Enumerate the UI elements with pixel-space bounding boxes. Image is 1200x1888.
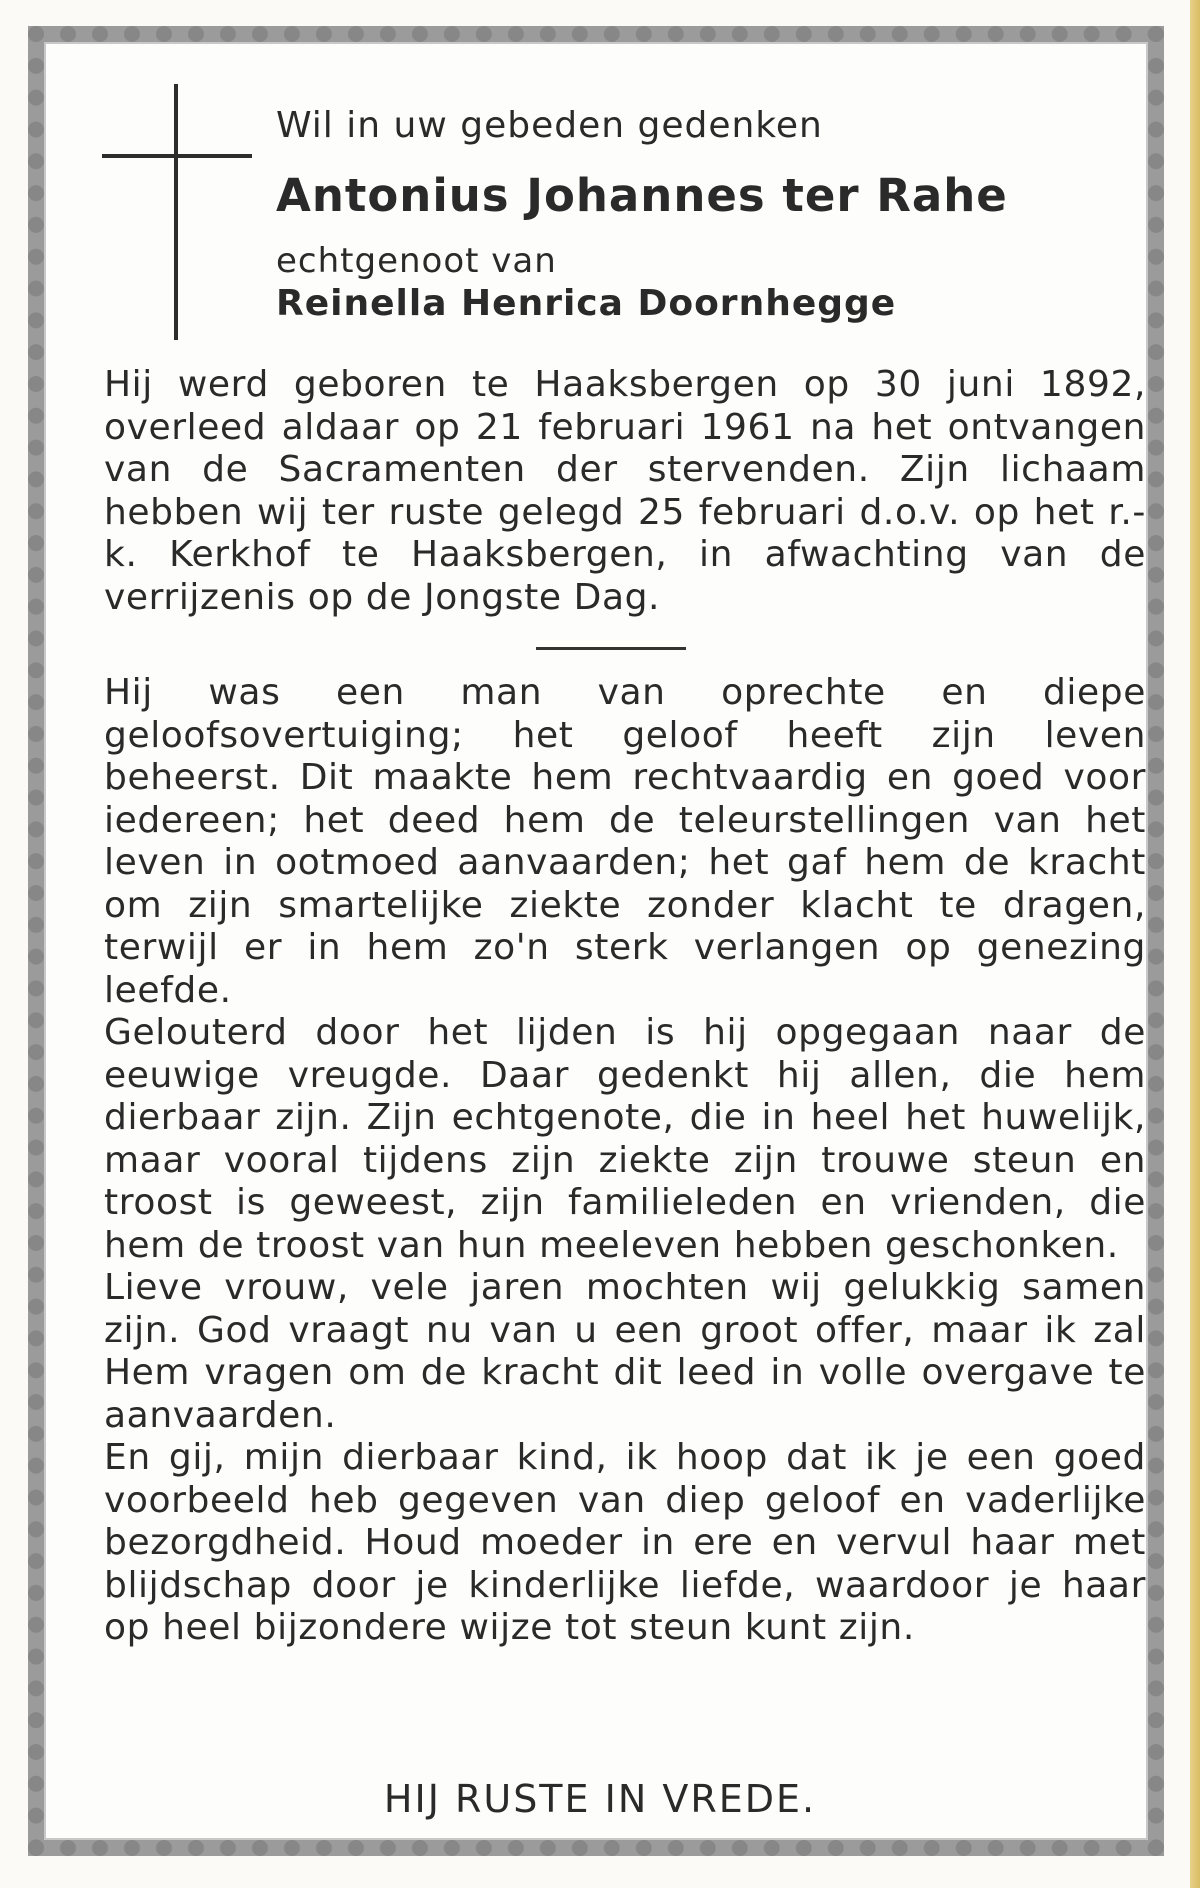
cross-icon-bar	[102, 154, 252, 158]
deceased-name: Antonius Johannes ter Rahe	[276, 169, 1008, 222]
tribute-section	[104, 672, 1146, 1650]
spouse-label: echtgenoot van	[276, 241, 557, 281]
tribute-paragraph-4: En gij, mijn dierbaar kind, ik hoop dat ik je een goed voorbeeld heb gegeven van diep geloof en vaderlijke bezorgdheid. Houd moeder in ere en vervul haar met blijdschap door je kinderlijke liefde, waardoor je haar op heel bijzondere wijze tot steun kunt zijn.	[104, 1437, 1146, 1648]
tribute-paragraph-3: Lieve vrouw, vele jaren mochten wij gelukkig samen zijn. God vraagt nu van u een groot offer, maar ik zal Hem vragen om de kracht dit leed in volle overgave te aanvaarden.	[104, 1267, 1146, 1436]
biography-section	[104, 364, 1146, 619]
section-divider	[536, 647, 686, 650]
intro-text: Wil in uw gebeden gedenken	[276, 105, 823, 146]
spouse-name: Reinella Henrica Doornhegge	[276, 283, 897, 324]
tribute-paragraph-2: Gelouterd door het lijden is hij opgegaan naar de eeuwige vreugde. Daar gedenkt hij allen, die hem dierbaar zijn. Zijn echtgenote, die in heel het huwelijk, maar vooral tijdens zijn ziekte zijn trouwe steun en troost is geweest, zijn familieleden en vrienden, die hem de troost van hun meeleven hebben geschonken.	[104, 1012, 1146, 1266]
closing-line: HIJ RUSTE IN VREDE.	[383, 1777, 817, 1821]
tribute-paragraph-1: Hij was een man van oprechte en diepe geloofsovertuiging; het geloof heeft zijn leven beheerst. Dit maakte hem rechtvaardig en goed voor iedereen; het deed hem de teleurstellingen van het leven in ootmoed aanvaarden; het gaf hem de kracht om zijn smartelijke ziekte zonder klacht te dragen, terwijl er in hem zo'n sterk verlangen op genezing leefde.	[104, 672, 1146, 1011]
paper-edge	[1190, 0, 1200, 1888]
card-header	[276, 104, 1096, 326]
cross-icon	[174, 84, 178, 340]
biography-paragraph: Hij werd geboren te Haaksbergen op 30 juni 1892, overleed aldaar op 21 februari 1961 na het ontvangen van de Sacramenten der stervenden. Zijn lichaam hebben wij ter ruste gelegd 25 februari d.o.v. op het r.-k. Kerkhof te Haaksbergen, in afwachting van de verrijzenis op de Jongste Dag.	[104, 364, 1146, 618]
